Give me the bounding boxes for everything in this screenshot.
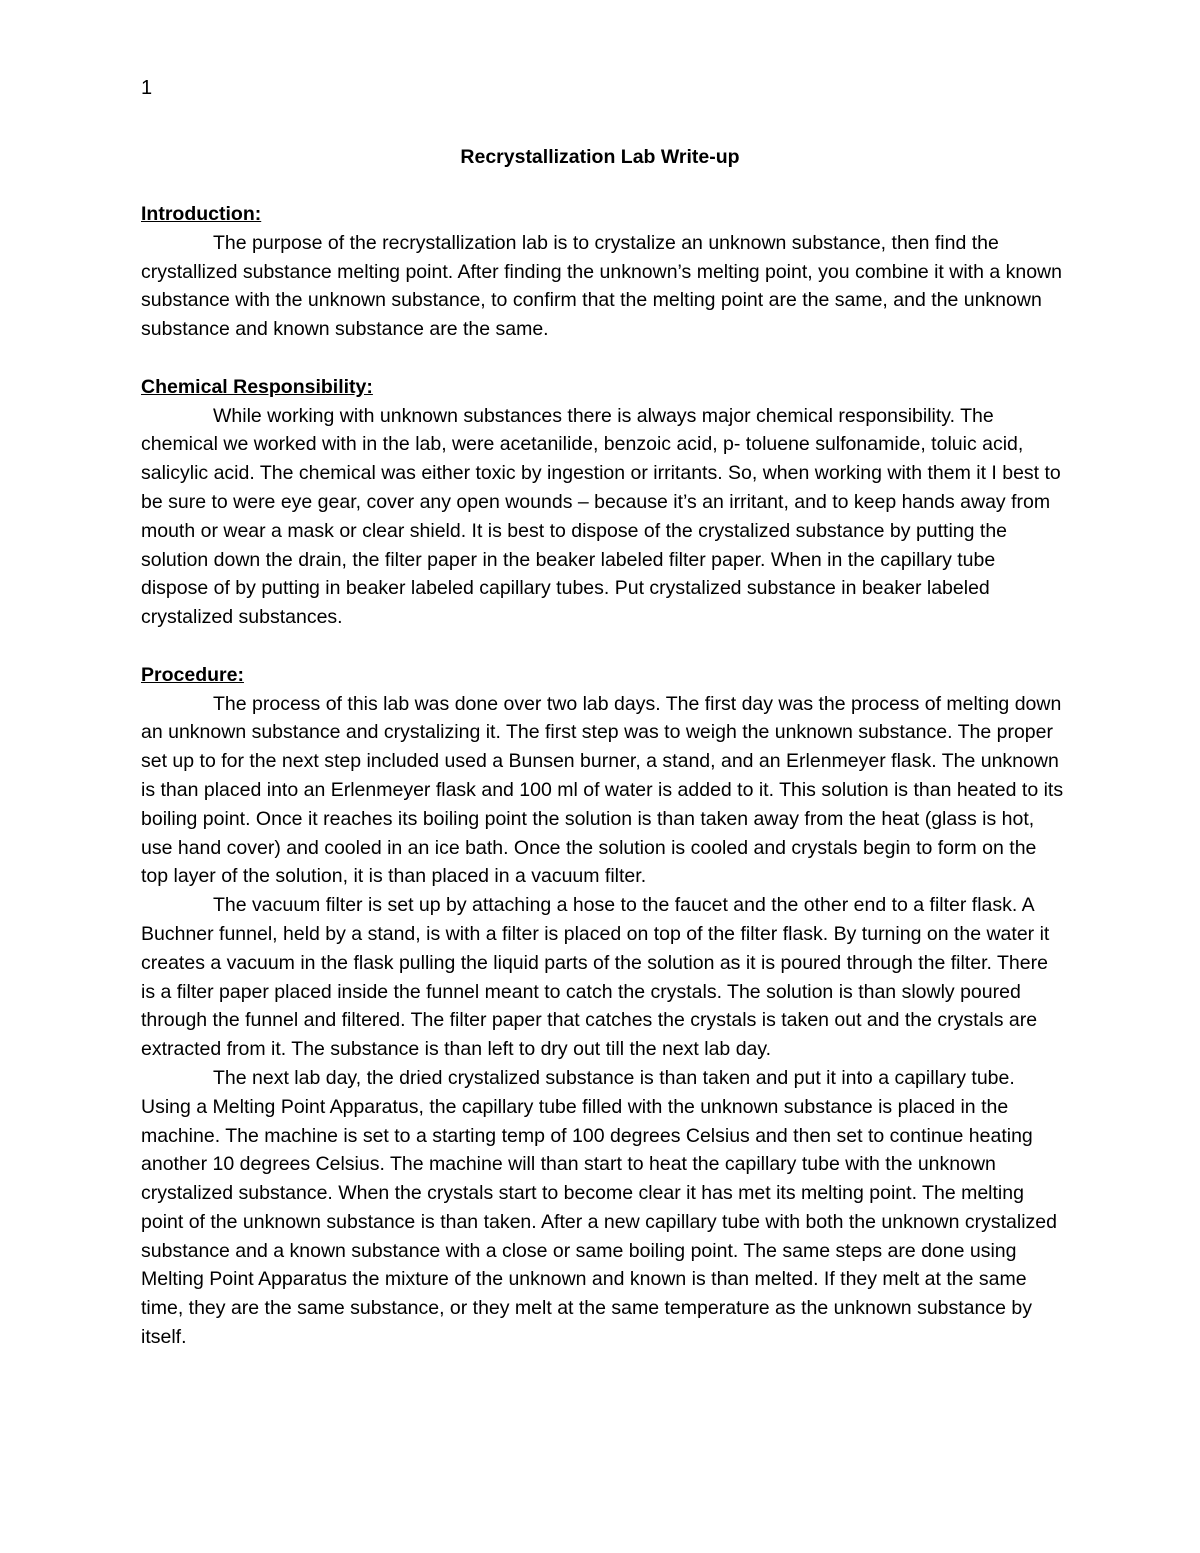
section-heading-introduction: Introduction: <box>141 203 262 225</box>
procedure-paragraph-2: The vacuum filter is set up by attaching a hose to the faucet and the other end to a filter flask. A Buchner funnel, held by a stand, is with a filter is placed on top of the filter flask. By turning on the water it creates a vacuum in the flask pulling the liquid parts of the solution as it is poured through the filter. There is a filter paper placed inside the funnel meant to catch the crystals. The solution is than slowly poured through the funnel and filtered. The filter paper that catches the crystals is taken out and the crystals are extracted from it. The substance is than left to dry out till the next lab day. <box>141 894 1050 1061</box>
section-heading-chemical-responsibility: Chemical Responsibility: <box>141 375 373 398</box>
procedure-paragraph-1: The process of this lab was done over two lab days. The first day was the process of melting down an unknown substance and crystalizing it. The first step was to weigh the unknown substance. The proper set up to for the next step included used a Bunsen burner, a stand, and an Erlenmeyer flask. The unknown is than placed into an Erlenmeyer flask and 100 ml of water is added to it. This solution is than heated to its boiling point. Once it reaches its boiling point the solution is than taken away from the heat (glass is hot, use hand cover) and cooled in an ice bath. Once the solution is cooled and crystals begin to form on the top layer of the solution, it is than placed in a vacuum filter. <box>141 692 1064 888</box>
document-body <box>141 200 1066 1352</box>
section-heading-procedure: Procedure: <box>141 663 244 686</box>
chemical-responsibility-paragraph: While working with unknown substances there is always major chemical responsibility. The chemical we worked with in the lab, were acetanilide, benzoic acid, p- toluene sulfonamide, toluic acid, salicylic acid. The chemical was either toxic by ingestion or irritants. So, when working with them it I best to be sure to were eye gear, cover any open wounds – because it’s an irritant, and to keep hands away from mouth or wear a mask or clear shield. It is best to dispose of the crystalized substance by putting the solution down the drain, the filter paper in the beaker labeled filter paper. When in the capillary tube dispose of by putting in beaker labeled capillary tubes. Put crystalized substance in beaker labeled crystalized substances. <box>141 404 1061 629</box>
introduction-paragraph: The purpose of the recrystallization lab is to crystalize an unknown substance, then find the crystallized substance melting point. After finding the unknown’s melting point, you combine it with a known substance with the unknown substance, to confirm that the melting point are the same, and the unknown substance and known substance are the same. <box>141 231 1062 341</box>
page-number: 1 <box>141 77 153 99</box>
section-chemical-responsibility <box>141 373 1066 632</box>
section-introduction <box>141 200 1066 344</box>
document-title: Recrystallization Lab Write-up <box>460 146 740 168</box>
section-procedure <box>141 661 1066 1352</box>
procedure-paragraph-3: The next lab day, the dried crystalized substance is than taken and put it into a capillary tube. Using a Melting Point Apparatus, the capillary tube filled with the unknown substance is placed in the machine. The machine is set to a starting temp of 100 degrees Celsius and then set to continue heating another 10 degrees Celsius. The machine will than start to heat the capillary tube with the unknown crystalized substance. When the crystals start to become clear it has met its melting point. The melting point of the unknown substance is than taken. After a new capillary tube with both the unknown crystalized substance and a known substance with a close or same boiling point. The same steps are done using Melting Point Apparatus the mixture of the unknown and known is than melted. If they melt at the same time, they are the same substance, or they melt at the same temperature as the unknown substance by itself. <box>141 1066 1057 1349</box>
